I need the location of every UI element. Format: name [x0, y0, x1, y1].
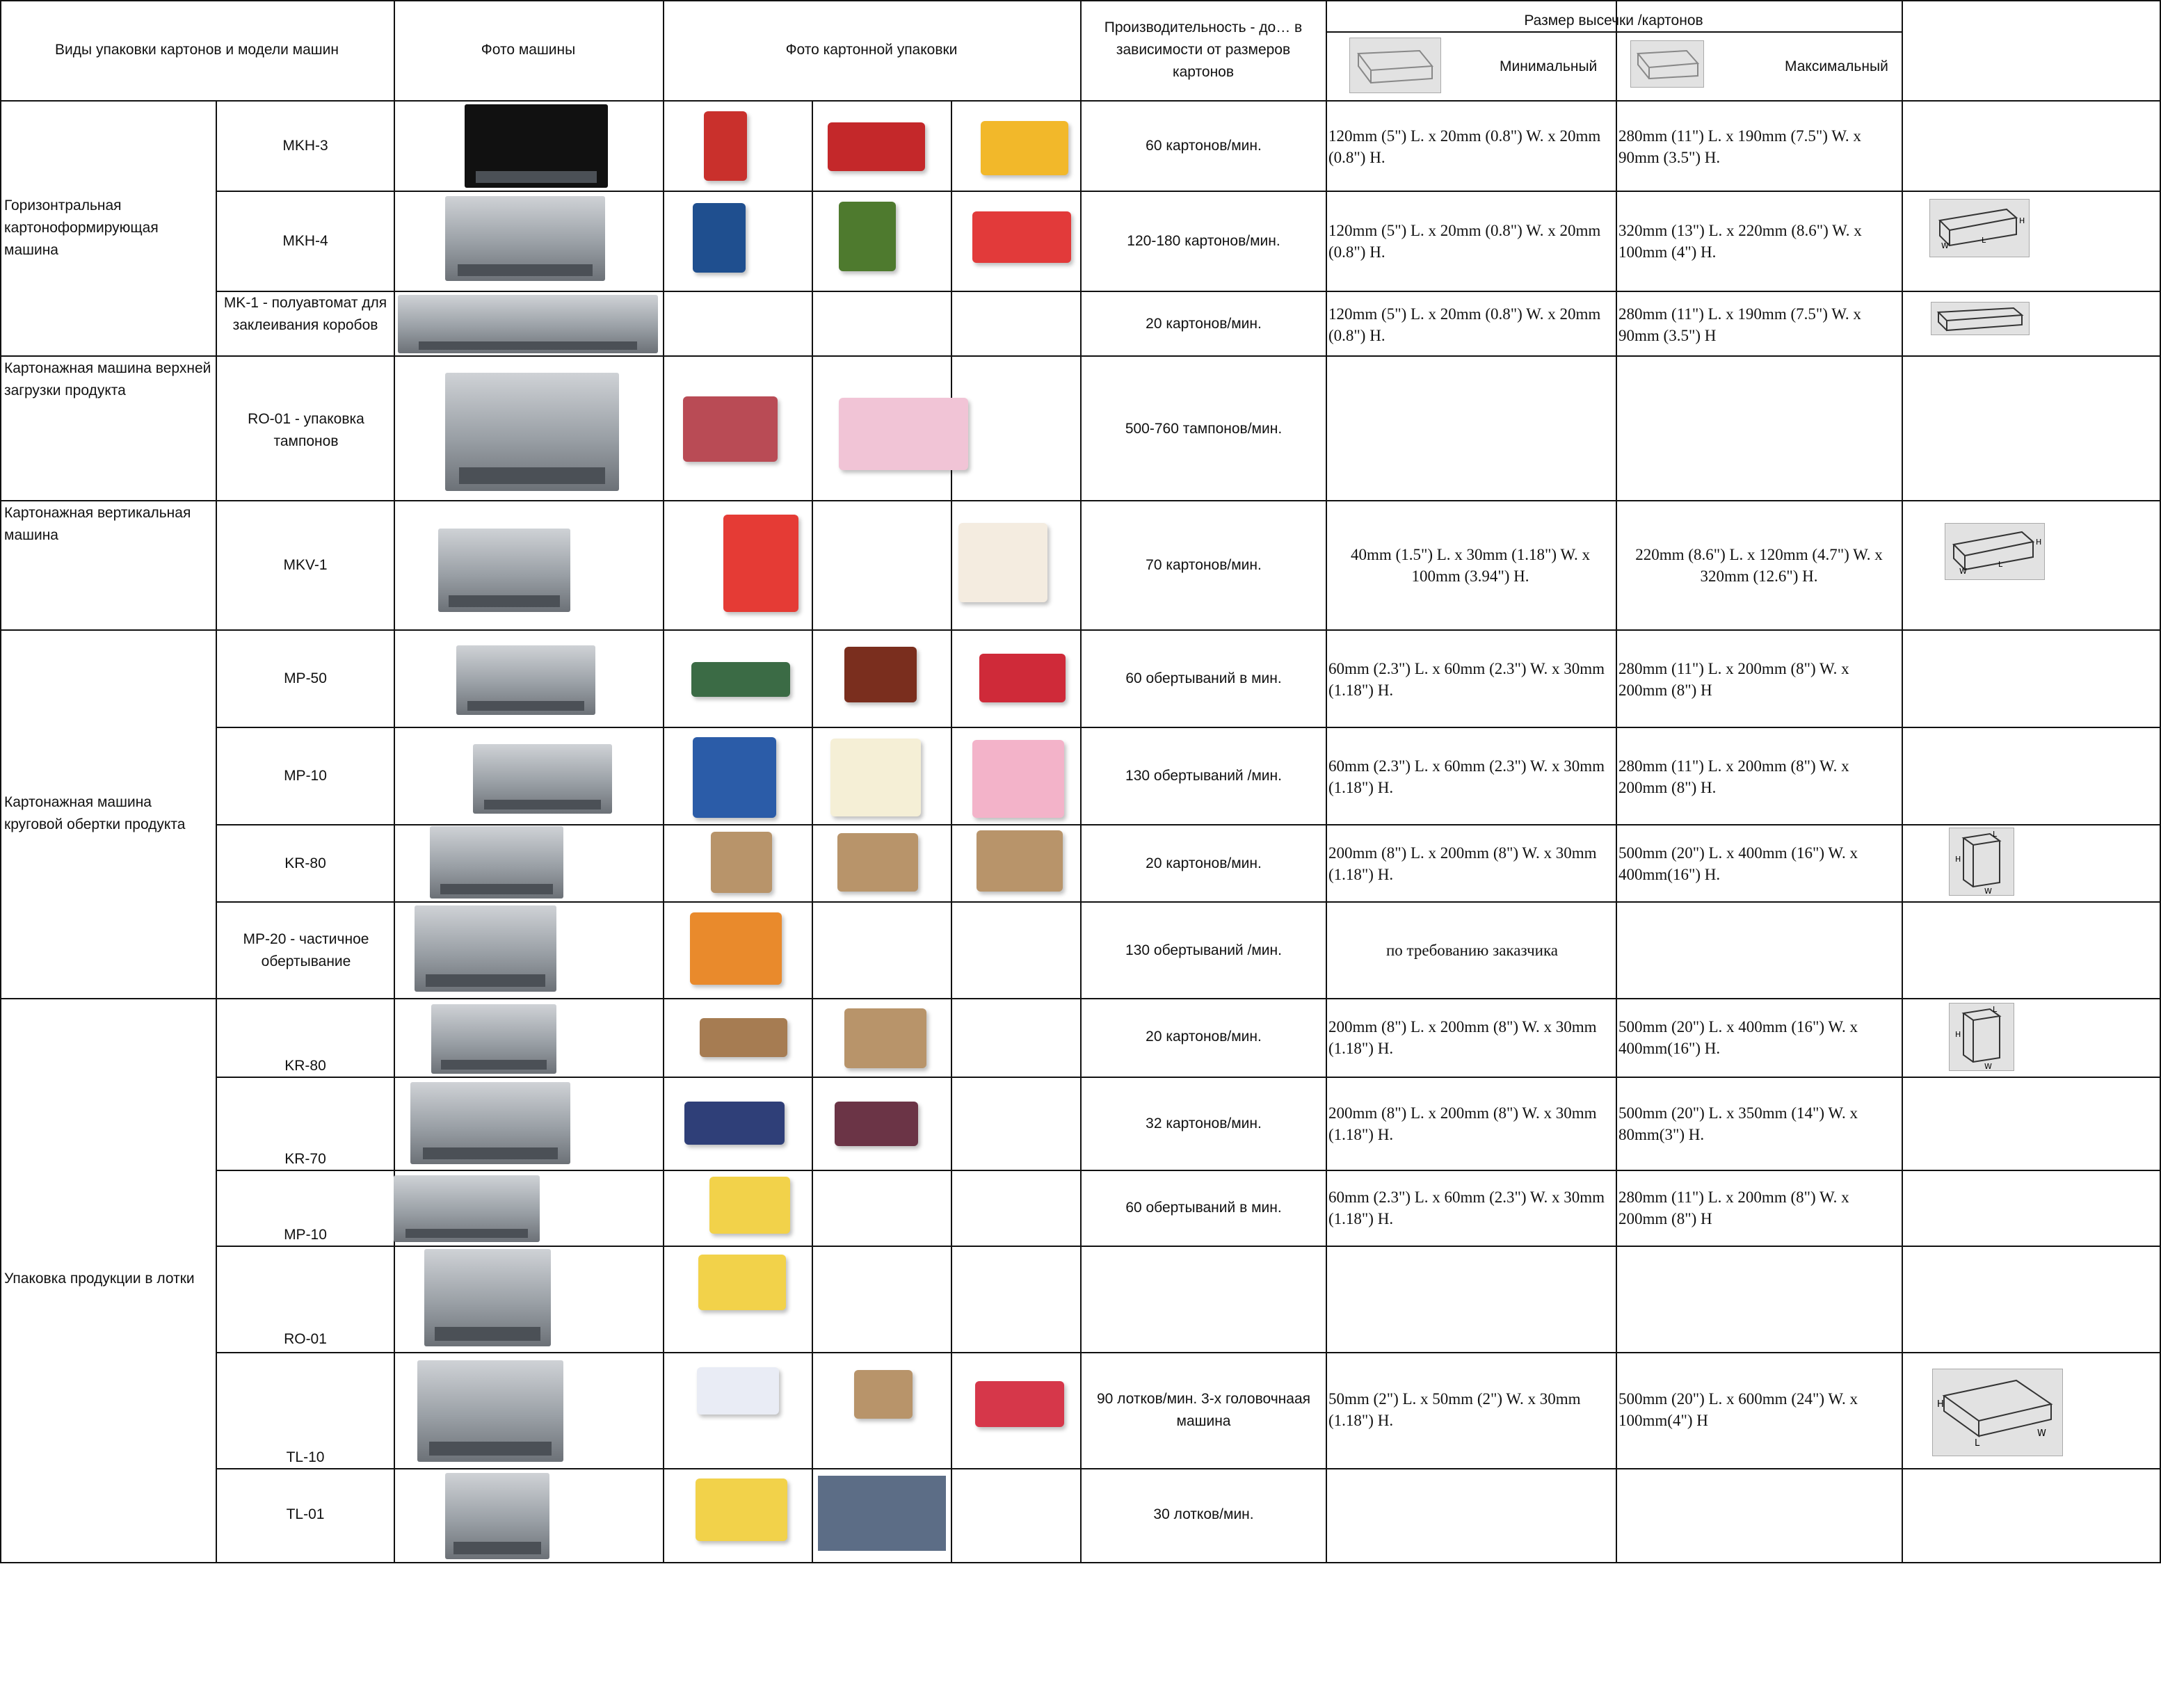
- header-performance: Производительность - до… в зависимости от размеров картонов: [1104, 19, 1303, 80]
- machine-photo: [394, 1175, 540, 1242]
- svg-text:H: H: [2036, 538, 2042, 547]
- machine-photo: [465, 104, 608, 188]
- max-size: 220mm (8.6") L. x 120mm (4.7") W. x 320mm (12.6") H.: [1635, 546, 1883, 585]
- max-size: 500mm (20") L. x 350mm (14") W. x 80mm(3") H.: [1618, 1104, 1858, 1143]
- model-label: KR-70: [284, 1151, 326, 1167]
- carton-dimension-diagram: [1949, 1003, 2014, 1071]
- machine-photo: [473, 744, 612, 814]
- min-size: 120mm (5") L. x 20mm (0.8") W. x 20mm (0.8") H.: [1328, 305, 1601, 344]
- carton-dimension-diagram: [1949, 828, 2014, 896]
- package-photo: [691, 662, 790, 697]
- package-photo: [690, 912, 782, 985]
- carton-dimension-diagram: [1931, 302, 2030, 335]
- package-photo: [696, 1479, 787, 1541]
- package-photo: [844, 1008, 926, 1068]
- package-photo: [977, 830, 1063, 892]
- machine-photo: [417, 1360, 563, 1462]
- machine-photo: [431, 1004, 556, 1074]
- model-label: RO-01 - упаковка тампонов: [248, 411, 364, 449]
- performance-value: 500-760 тампонов/мин.: [1125, 421, 1283, 437]
- performance-value: 60 картонов/мин.: [1146, 138, 1262, 154]
- performance-value: 120-180 картонов/мин.: [1127, 233, 1280, 249]
- package-photo: [693, 737, 776, 818]
- machine-photo: [456, 645, 595, 715]
- max-size: 280mm (11") L. x 200mm (8") W. x 200mm (8") H.: [1618, 757, 1849, 796]
- max-size: 500mm (20") L. x 400mm (16") W. x 400mm(16") H.: [1618, 844, 1858, 883]
- machine-photo: [415, 905, 556, 992]
- performance-value: 60 обертываний в мин.: [1125, 670, 1282, 686]
- svg-text:L: L: [1982, 236, 1986, 245]
- min-size: 60mm (2.3") L. x 60mm (2.3") W. x 30mm (1.18") H.: [1328, 757, 1605, 796]
- machine-photo: [445, 1473, 549, 1559]
- machine-photo: [445, 196, 605, 281]
- header-min: Минимальный: [1500, 58, 1598, 74]
- package-photo: [698, 1255, 786, 1310]
- category-vertical: Картонажная вертикальная машина: [4, 505, 191, 543]
- header-pack-photo: Фото картонной упаковки: [785, 42, 958, 58]
- min-size: 200mm (8") L. x 200mm (8") W. x 30mm (1.18") H.: [1328, 844, 1597, 883]
- max-size: 500mm (20") L. x 400mm (16") W. x 400mm(16") H.: [1618, 1018, 1858, 1057]
- min-size: 120mm (5") L. x 20mm (0.8") W. x 20mm (0.8") H.: [1328, 222, 1601, 261]
- header-max-carton-icon: [1630, 40, 1704, 88]
- carton-dimension-diagram: [1929, 199, 2030, 257]
- max-size: 280mm (11") L. x 200mm (8") W. x 200mm (8") H: [1618, 660, 1849, 699]
- model-label: TL-10: [286, 1449, 325, 1465]
- max-size: 280mm (11") L. x 190mm (7.5") W. x 90mm (3.5") H: [1618, 305, 1861, 344]
- svg-text:H: H: [1955, 1030, 1961, 1039]
- package-photo: [693, 203, 746, 273]
- model-label: MKH-4: [282, 233, 328, 249]
- package-photo: [684, 1102, 785, 1145]
- svg-text:H: H: [1937, 1399, 1944, 1410]
- model-label: KR-80: [284, 855, 326, 871]
- svg-text:L: L: [1975, 1438, 1980, 1449]
- model-label: MP-50: [284, 670, 327, 686]
- max-size: 280mm (11") L. x 200mm (8") W. x 200mm (8") H: [1618, 1189, 1849, 1227]
- model-label: MK-1 - полуавтомат для заклеивания коробов: [223, 295, 387, 333]
- model-label: MP-10: [284, 768, 327, 784]
- model-label: TL-01: [286, 1506, 325, 1522]
- model-label: MKV-1: [283, 557, 328, 573]
- package-photo: [709, 1177, 790, 1234]
- package-photo: [700, 1018, 787, 1057]
- model-label: MKH-3: [282, 138, 328, 154]
- performance-value: 60 обертываний в мин.: [1125, 1200, 1282, 1216]
- package-photo: [958, 523, 1047, 602]
- tray-dimension-diagram: [1932, 1369, 2063, 1456]
- min-size: 50mm (2") L. x 50mm (2") W. x 30mm (1.18") H.: [1328, 1390, 1581, 1429]
- package-photo: [697, 1367, 779, 1415]
- model-label: MP-10: [284, 1227, 327, 1243]
- performance-value: 130 обертываний /мин.: [1125, 942, 1282, 958]
- header-max: Максимальный: [1785, 58, 1888, 74]
- package-photo: [981, 121, 1068, 175]
- package-photo: [837, 833, 918, 892]
- min-size: 200mm (8") L. x 200mm (8") W. x 30mm (1.18") H.: [1328, 1018, 1597, 1057]
- header-size: Размер высечки /картонов: [1524, 13, 1703, 29]
- performance-value: 20 картонов/мин.: [1146, 855, 1262, 871]
- svg-text:W: W: [1941, 241, 1949, 250]
- category-horizontal: Горизонтральная картоноформирующая машина: [4, 198, 159, 258]
- header-types: Виды упаковки картонов и модели машин: [55, 42, 339, 58]
- max-size: 320mm (13") L. x 220mm (8.6") W. x 100mm (4") H.: [1618, 222, 1862, 261]
- max-size: 500mm (20") L. x 600mm (24") W. x 100mm(4") H: [1618, 1390, 1858, 1429]
- carton-dimension-diagram: [1945, 523, 2045, 580]
- svg-text:W: W: [1984, 1062, 1992, 1070]
- package-photo: [854, 1370, 913, 1419]
- min-size: 120mm (5") L. x 20mm (0.8") W. x 20mm (0.8") H.: [1328, 127, 1601, 166]
- svg-text:L: L: [1993, 1005, 1998, 1014]
- category-wrap: Картонажная машина круговой обертки продукта: [4, 794, 186, 832]
- header-min-carton-icon: [1349, 38, 1441, 93]
- performance-value: 20 картонов/мин.: [1146, 1029, 1262, 1045]
- model-label: RO-01: [284, 1331, 327, 1347]
- package-photo: [723, 515, 798, 612]
- machine-photo: [410, 1082, 570, 1164]
- performance-value: 32 картонов/мин.: [1146, 1115, 1262, 1131]
- model-label: MP-20 - частичное обертывание: [243, 931, 369, 969]
- package-photo: [979, 654, 1066, 702]
- package-photo: [830, 739, 921, 816]
- model-label: KR-80: [284, 1058, 326, 1074]
- machine-photo: [398, 295, 658, 353]
- header-machine-photo: Фото машины: [481, 42, 576, 58]
- svg-text:W: W: [1959, 567, 1967, 576]
- performance-value: 70 картонов/мин.: [1146, 557, 1262, 573]
- svg-text:H: H: [2019, 216, 2025, 225]
- min-size: по требованию заказчика: [1386, 942, 1558, 959]
- category-trays: Упаковка продукции в лотки: [4, 1271, 195, 1287]
- svg-text:L: L: [1993, 830, 1998, 839]
- package-photo: [975, 1381, 1064, 1427]
- svg-text:W: W: [1984, 887, 1992, 895]
- min-size: 40mm (1.5") L. x 30mm (1.18") W. x 100mm (3.94") H.: [1351, 546, 1590, 585]
- max-size: 280mm (11") L. x 190mm (7.5") W. x 90mm (3.5") H.: [1618, 127, 1861, 166]
- package-photo: [835, 1102, 918, 1146]
- package-photo: [972, 211, 1071, 263]
- machine-photo: [438, 529, 570, 612]
- category-top-load: Картонажная машина верхней загрузки продукта: [4, 360, 211, 398]
- machine-photo: [445, 373, 619, 491]
- min-size: 200mm (8") L. x 200mm (8") W. x 30mm (1.18") H.: [1328, 1104, 1597, 1143]
- package-photo: [972, 740, 1064, 818]
- package-photo: [839, 202, 896, 271]
- performance-value: 20 картонов/мин.: [1146, 316, 1262, 332]
- min-size: 60mm (2.3") L. x 60mm (2.3") W. x 30mm (1.18") H.: [1328, 1189, 1605, 1227]
- package-photo: [818, 1476, 946, 1551]
- performance-value: 90 лотков/мин. 3-х головочнаая машина: [1096, 1391, 1311, 1429]
- package-photo: [844, 647, 917, 702]
- machine-photo: [430, 826, 563, 899]
- min-size: 60mm (2.3") L. x 60mm (2.3") W. x 30mm (1.18") H.: [1328, 660, 1605, 699]
- svg-text:W: W: [2037, 1428, 2046, 1439]
- package-photo: [711, 832, 772, 893]
- package-photo: [683, 396, 778, 462]
- svg-text:L: L: [1998, 560, 2003, 569]
- package-photo: [828, 122, 925, 171]
- machine-photo: [424, 1249, 551, 1346]
- performance-value: 30 лотков/мин.: [1153, 1506, 1254, 1522]
- package-photo: [704, 111, 747, 181]
- package-photo: [839, 398, 968, 470]
- performance-value: 130 обертываний /мин.: [1125, 768, 1282, 784]
- svg-text:H: H: [1955, 855, 1961, 864]
